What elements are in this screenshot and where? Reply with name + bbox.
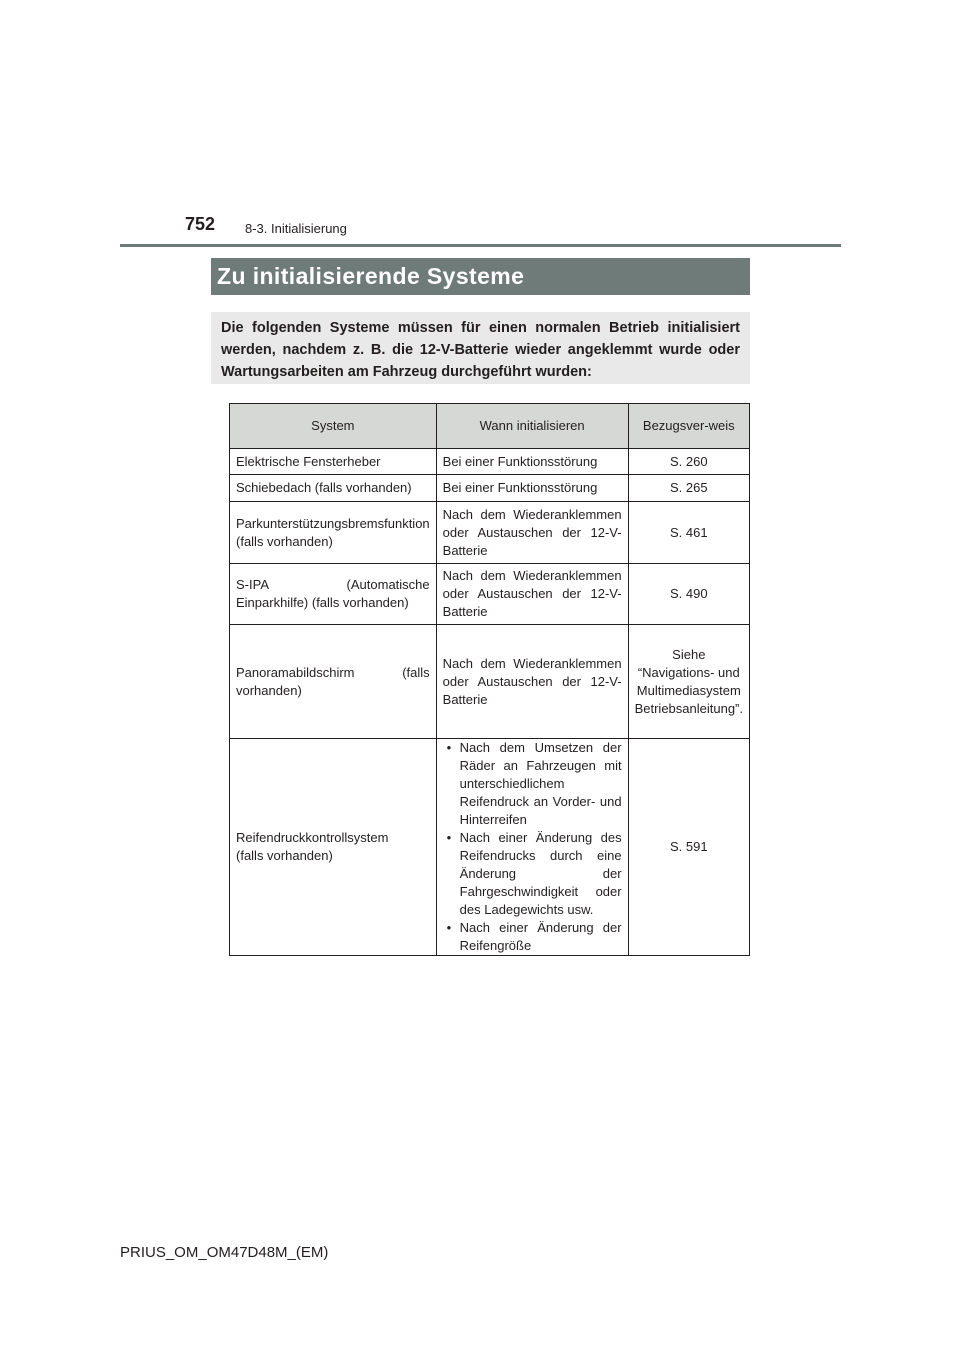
- cell-when: Bei einer Funktionsstörung: [436, 449, 628, 475]
- systems-table: [229, 403, 750, 956]
- header-rule: [120, 244, 841, 247]
- intro-text: Die folgenden Systeme müssen für einen normalen Betrieb initialisiert werden, nachdem z. B. die 12-V-Batterie wieder angeklemmt wurde oder Wartungsarbeiten am Fahrzeug durchgeführt wurden:: [211, 312, 750, 384]
- table-row: [230, 502, 750, 564]
- table-row: [230, 625, 750, 739]
- cell-reference: S. 260: [628, 449, 749, 475]
- table-row: [230, 475, 750, 502]
- page-number: 752: [185, 214, 216, 234]
- table-row: [230, 449, 750, 475]
- cell-reference: S. 265: [628, 475, 749, 502]
- table-row: [230, 564, 750, 625]
- section-label: 8-3. Initialisierung: [245, 221, 347, 236]
- cell-system: Schiebedach (falls vorhanden): [230, 475, 437, 502]
- cell-system: [230, 739, 437, 956]
- column-header-system: System: [230, 404, 437, 449]
- cell-system: Parkunterstützungsbremsfunktion (falls vorhanden): [230, 502, 437, 564]
- cell-system: S-IPA (Automatische Einparkhilfe) (falls vorhanden): [230, 564, 437, 625]
- cell-system-line: (falls vorhanden): [236, 848, 333, 863]
- cell-reference: S. 461: [628, 502, 749, 564]
- cell-when: Bei einer Funktionsstörung: [436, 475, 628, 502]
- cell-reference: S. 490: [628, 564, 749, 625]
- cell-when: Nach dem Wiederanklemmen oder Austauschen der 12-V-Batterie: [436, 564, 628, 625]
- cell-when: Nach dem Wiederanklemmen oder Austauschen der 12-V-Batterie: [436, 502, 628, 564]
- when-bullet-list: [443, 739, 622, 955]
- section-title: Zu initialisierende Systeme: [211, 258, 750, 295]
- column-header-when: Wann initialisieren: [436, 404, 628, 449]
- cell-when: Nach dem Wiederanklemmen oder Austauschen der 12-V-Batterie: [436, 625, 628, 739]
- cell-reference: S. 591: [628, 739, 749, 956]
- list-item: • Nach einer Änderung der Reifengröße: [443, 919, 622, 955]
- cell-reference: Siehe “Navigations- und Multimediasystem Betriebsanleitung”.: [628, 625, 749, 739]
- list-item: • Nach einer Änderung des Reifendrucks durch eine Änderung der Fahrgeschwindigkeit oder des Ladegewichts usw.: [443, 829, 622, 919]
- table-header-row: [230, 404, 750, 449]
- cell-system-line: Reifendruckkontrollsystem: [236, 830, 389, 845]
- document-code: PRIUS_OM_OM47D48M_(EM): [120, 1244, 329, 1261]
- cell-when: [436, 739, 628, 956]
- cell-system: Panoramabildschirm (falls vorhanden): [230, 625, 437, 739]
- column-header-reference: Bezugsver-weis: [628, 404, 749, 449]
- cell-system: Elektrische Fensterheber: [230, 449, 437, 475]
- table-row: [230, 739, 750, 956]
- list-item: • Nach dem Umsetzen der Räder an Fahrzeugen mit unterschiedlichem Reifendruck an Vorder- und Hinterreifen: [443, 739, 622, 829]
